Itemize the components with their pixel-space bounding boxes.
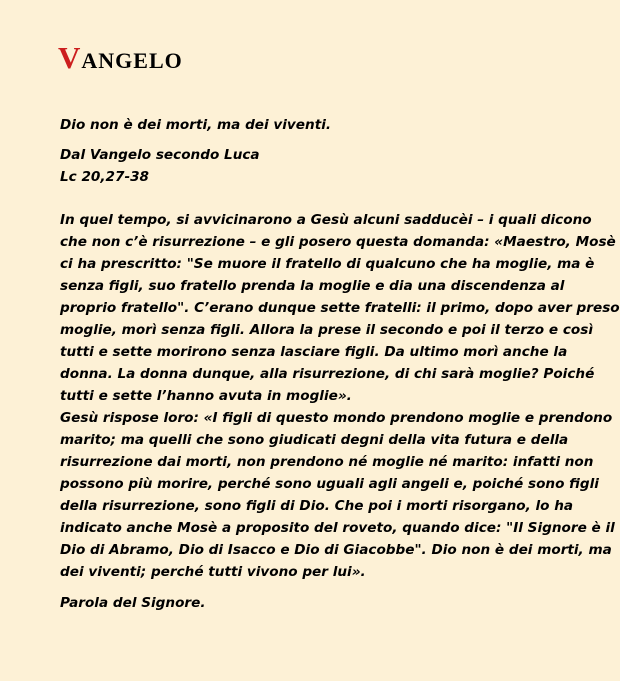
- body-line: senza figli, suo fratello prenda la moglie e dia una discendenza al: [60, 278, 565, 294]
- body-line: dei viventi; perché tutti vivono per lui».: [60, 564, 366, 580]
- reading-subtitle: Dio non è dei morti, ma dei viventi.: [60, 117, 332, 133]
- body-line: donna. La donna dunque, alla risurrezione, di chi sarà moglie? Poiché: [60, 366, 595, 382]
- title-initial: V: [58, 40, 82, 75]
- body-line: marito; ma quelli che sono giudicati degni della vita futura e della: [60, 432, 569, 448]
- body-line: indicato anche Mosè a proposito del roveto, quando dice: "Il Signore è il: [60, 520, 615, 536]
- gospel-source: Dal Vangelo secondo Luca: [60, 147, 260, 163]
- page-title: [58, 40, 183, 76]
- gospel-reference: Lc 20,27-38: [60, 169, 150, 185]
- title-rest: ANGELO: [81, 48, 183, 73]
- body-line: della risurrezione, sono figli di Dio. Che poi i morti risorgano, lo ha: [60, 498, 574, 514]
- body-line: possono più morire, perché sono uguali agli angeli e, poiché sono figli: [60, 476, 599, 492]
- body-line: ci ha prescritto: "Se muore il fratello di qualcuno che ha moglie, ma è: [60, 256, 595, 272]
- body-line: moglie, morì senza figli. Allora la prese il secondo e poi il terzo e così: [60, 322, 593, 338]
- reading-source-block: [60, 144, 580, 188]
- body-line: tutti e sette l’hanno avuta in moglie».: [60, 388, 352, 404]
- body-line: risurrezione dai morti, non prendono né moglie né marito: infatti non: [60, 454, 594, 470]
- body-line: In quel tempo, si avvicinarono a Gesù alcuni sadducèi – i quali dicono: [60, 212, 592, 228]
- gospel-body: [60, 209, 620, 583]
- body-line: Gesù rispose loro: «I figli di questo mondo prendono moglie e prendono: [60, 410, 613, 426]
- body-line: Dio di Abramo, Dio di Isacco e Dio di Giacobbe". Dio non è dei morti, ma: [60, 542, 612, 558]
- body-line: proprio fratello". C’erano dunque sette fratelli: il primo, dopo aver preso: [60, 300, 620, 316]
- body-line: tutti e sette morirono senza lasciare figli. Da ultimo morì anche la: [60, 344, 568, 360]
- reading-closing: Parola del Signore.: [60, 595, 206, 611]
- body-line: che non c’è risurrezione – e gli posero questa domanda: «Maestro, Mosè: [60, 234, 616, 250]
